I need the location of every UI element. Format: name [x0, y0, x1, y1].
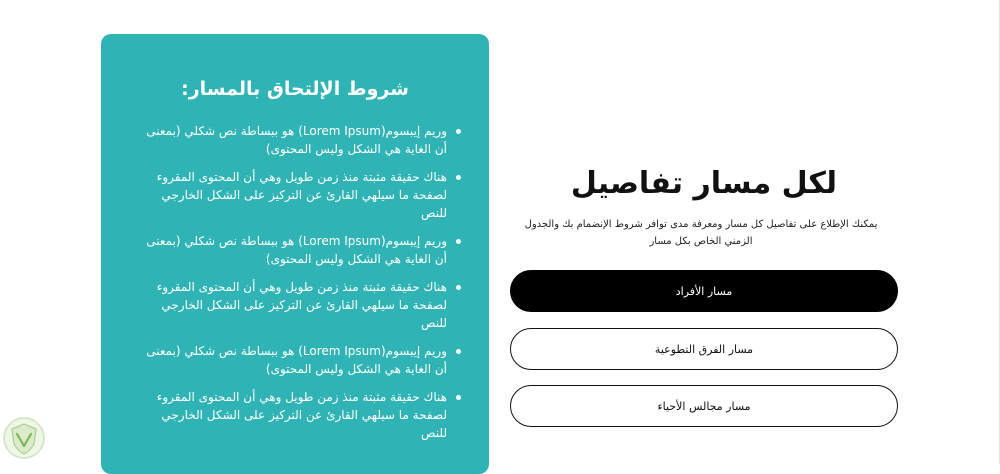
enrollment-conditions-card — [101, 34, 489, 474]
condition-text: وريم إيبسوم(Lorem Ipsum) هو ببساطة نص شكلي (بمعنى أن الغاية هي الشكل وليس المحتوى) — [146, 234, 447, 266]
neighborhood-councils-track-button[interactable]: مسار مجالس الأحياء — [510, 385, 898, 427]
condition-text: هناك حقيقة مثبتة منذ زمن طويل وهي أن المحتوى المقروء لصفحة ما سيلهي القارئ عن التركيز على الشكل الخارجي للنص — [156, 390, 447, 440]
condition-item — [141, 122, 461, 158]
bullet-icon — [456, 239, 461, 244]
section-title: لكل مسار تفاصيل — [570, 166, 838, 201]
condition-item — [141, 388, 461, 442]
conditions-title: شروط الإلتحاق بالمسار: — [181, 78, 409, 100]
condition-text: وريم إيبسوم(Lorem Ipsum) هو ببساطة نص شكلي (بمعنى أن الغاية هي الشكل وليس المحتوى) — [146, 124, 447, 156]
condition-item — [141, 342, 461, 378]
bullet-icon — [456, 175, 461, 180]
bullet-icon — [456, 349, 461, 354]
condition-text: وريم إيبسوم(Lorem Ipsum) هو ببساطة نص شكلي (بمعنى أن الغاية هي الشكل وليس المحتوى) — [146, 344, 447, 376]
track-details-section — [510, 0, 898, 464]
bullet-icon — [456, 285, 461, 290]
shield-logo-icon — [2, 416, 46, 460]
condition-text: هناك حقيقة مثبتة منذ زمن طويل وهي أن المحتوى المقروء لصفحة ما سيلهي القارئ عن التركيز على الشكل الخارجي للنص — [156, 170, 447, 220]
section-description: يمكنك الإطلاع على تفاصيل كل مسار ومعرفة مدى توافر شروط الإنضمام بك والجدول الزمني الخاص بكل مسار — [524, 219, 878, 247]
condition-item — [141, 278, 461, 332]
individuals-track-button[interactable]: مسار الأفراد — [510, 270, 898, 312]
condition-item — [141, 168, 461, 222]
bullet-icon — [456, 395, 461, 400]
condition-text: هناك حقيقة مثبتة منذ زمن طويل وهي أن المحتوى المقروء لصفحة ما سيلهي القارئ عن التركيز على الشكل الخارجي للنص — [156, 280, 447, 330]
conditions-list — [141, 122, 461, 452]
bullet-icon — [456, 129, 461, 134]
volunteer-teams-track-button[interactable]: مسار الفرق التطوعية — [510, 328, 898, 370]
condition-item — [141, 232, 461, 268]
